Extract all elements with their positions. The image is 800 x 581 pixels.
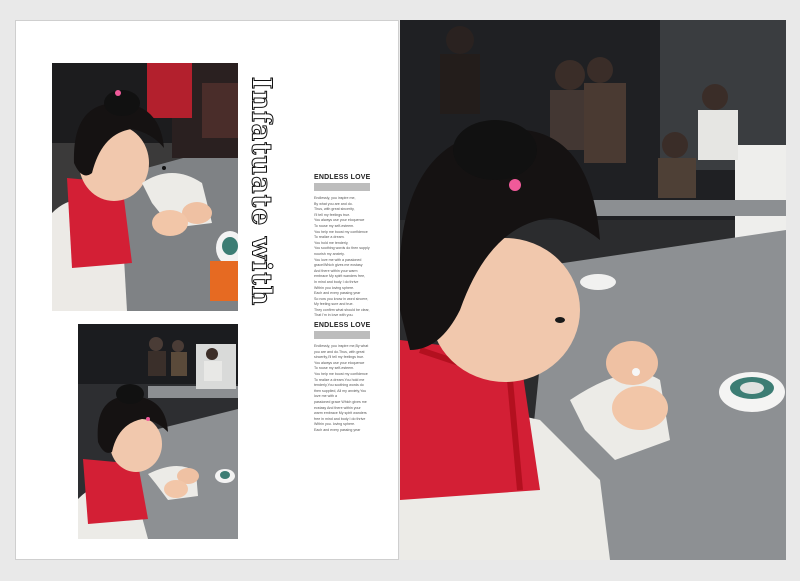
body-line: nourish my anxiety.	[314, 251, 345, 256]
body-line: tenderly,You soothing words do	[314, 383, 364, 388]
body-line: free in mind and body I do thrive	[314, 416, 366, 421]
page-title	[241, 61, 281, 321]
body-line: Within you. loving sphere.	[314, 422, 356, 427]
body-line: embrace My spirit wanders free,	[314, 274, 366, 279]
text-block-1	[314, 174, 372, 319]
body-line: To realize a dream.You hold me	[314, 377, 365, 382]
body-line: You soothing words do then supply	[314, 246, 370, 251]
body-line: Each and every passing year	[314, 291, 361, 296]
title-text: Infatuate with	[245, 76, 277, 306]
body-line: warm embrace My spirit wanders	[314, 411, 367, 416]
text-block-1-heading: ENDLESS LOVE	[314, 174, 371, 181]
body-line: You always use your eloquence	[314, 360, 365, 365]
text-block-2-heading: ENDLESS LOVE	[314, 322, 371, 329]
body-line: In mind and body I do thrive	[314, 279, 359, 284]
body-line: That I'm in love with you.	[314, 313, 354, 318]
body-line: Thus, with great sincerity,	[314, 207, 355, 212]
body-line: By what you are and do.	[314, 201, 353, 206]
text-block-1-body	[314, 196, 372, 319]
body-line: You help me boost my confidence	[314, 371, 368, 376]
body-line: You help me boost my confidence	[314, 229, 368, 234]
heading-bar	[314, 183, 370, 191]
body-line: You love me with a passioned	[314, 257, 362, 262]
body-line: To rouse my self-esteem.	[314, 366, 355, 371]
photo-child-closeup	[400, 20, 786, 560]
body-line: And there within your warm	[314, 268, 358, 273]
body-line: Within you loving sphere.	[314, 285, 355, 290]
body-line: grace/Which gives me ecstasy	[314, 263, 363, 268]
body-line: My feeling sure and true.	[314, 302, 354, 307]
body-line: Endlessly, you inspire me,	[314, 196, 356, 200]
body-line: ecstasy And there within your	[314, 405, 361, 410]
body-line: You hold me tenderly,	[314, 240, 349, 245]
body-line: Each and every passing year	[314, 427, 361, 432]
body-line: They confirm what should be clear,	[314, 307, 370, 312]
body-line: So now you know in word sincere,	[314, 296, 369, 301]
body-line: you are and do.Thus, with great	[314, 349, 365, 354]
text-block-2	[314, 322, 372, 434]
body-line: I'll tell my feelings true.	[314, 212, 351, 217]
left-page	[15, 20, 399, 560]
heading-bar	[314, 331, 370, 339]
text-block-2-body	[314, 344, 372, 434]
body-line: To rouse my self-esteem.	[314, 223, 355, 228]
body-line: Endlessly, you inspire me,By what	[314, 344, 369, 348]
body-line: You always use your eloquence	[314, 218, 365, 223]
body-line: To realize a dream.	[314, 235, 345, 240]
body-line: love me with a	[314, 394, 337, 399]
body-line: then supplied, All my anxiety,You	[314, 388, 367, 393]
photo-child-at-table	[78, 324, 238, 539]
photo-child-folding-paper	[52, 63, 238, 311]
body-line: sincerity,I'll tell my feelings true.	[314, 355, 365, 360]
body-line: passioned grace Which gives me	[314, 399, 367, 404]
